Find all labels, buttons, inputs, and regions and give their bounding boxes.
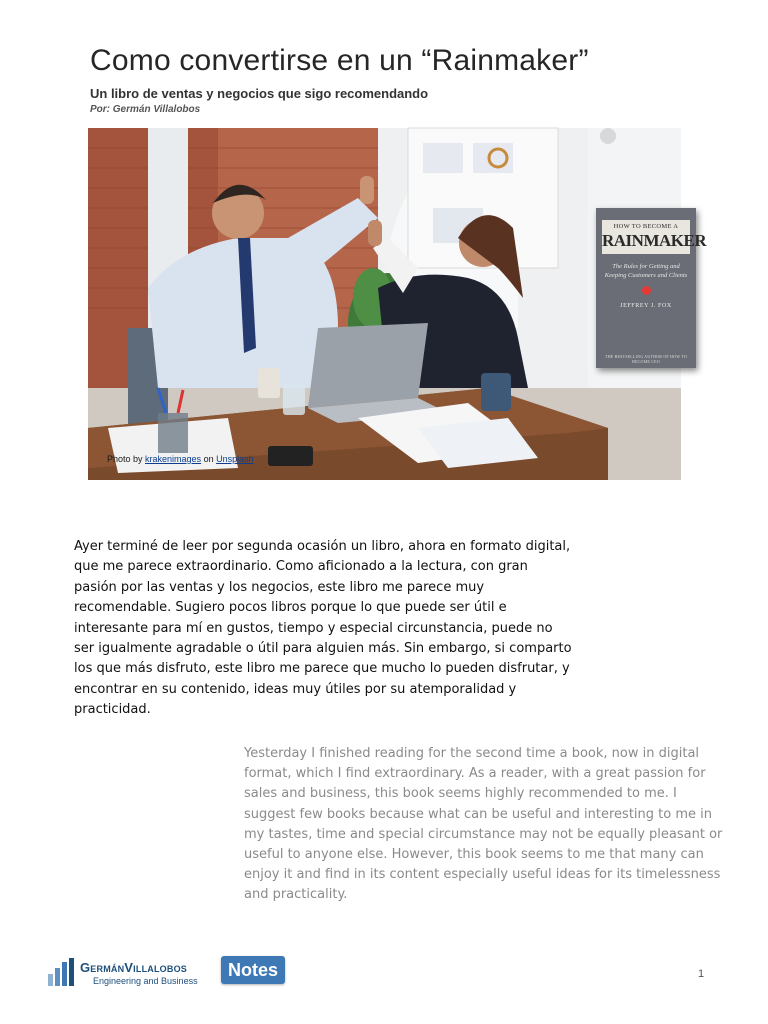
body-paragraph-spanish: Ayer terminé de leer por segunda ocasión un libro, ahora en formato digital, que me parece extraordinario. Como aficionado a la lectura, con gran pasión por las ventas y los negocios, este libro me parece muy recomendable. Sugiero pocos libros porque lo que puede ser útil e interesante para mí en gustos, tiempo y especial circunstancia, puede no ser igualmente agradable o útil para alguien más. Sin embargo, si comparto los que más disfruto, este libro me parece que mucho lo pueden disfrutar, y encontrar en su contenido, ideas muy útiles por su atemporalidad y practicidad. xyxy=(74,539,572,718)
body-paragraph-english: Yesterday I finished reading for the second time a book, now in digital format, which I find extraordinary. As a reader, with a great passion for sales and business, this book seems highly recommended to me. I suggest few books because what can be useful and interesting to me in my tastes, time and special circumstance may not be equally pleasant or useful to anyone else. However, this book seems to me that many can enjoy it and find in its content especially useful ideas for its timelessness and practicality. xyxy=(244,746,723,903)
photo-credit-site-link[interactable]: Unsplash xyxy=(216,454,254,464)
book-cover-topline: HOW TO BECOME A xyxy=(602,220,690,231)
page-subtitle: Un libro de ventas y negocios que sigo recomendando xyxy=(90,86,429,101)
book-cover-footer: THE BESTSELLING AUTHOR OF HOW TO BECOME CEO xyxy=(605,354,687,364)
header-photo xyxy=(88,128,707,480)
logo-name: GermánVillalobos xyxy=(80,960,187,975)
photo-credit-author-link[interactable]: krakenimages xyxy=(145,454,202,464)
page-title: Como convertirse en un “Rainmaker” xyxy=(90,44,589,77)
book-cover-subtitle: The Rules for Getting and Keeping Customers and Clients xyxy=(604,263,688,279)
footer-logo xyxy=(48,954,298,988)
rainmaker-book-cover xyxy=(596,208,707,368)
book-cover-author: JEFFREY J. FOX xyxy=(620,303,672,309)
logo-tagline: Engineering and Business xyxy=(93,976,198,986)
office-scene-illustration xyxy=(88,128,681,480)
logo-notes-badge: Notes xyxy=(221,956,285,984)
photo-credit xyxy=(107,454,254,464)
book-cover-title: RAINMAKER xyxy=(602,231,690,254)
author-byline: Por: Germán Villalobos xyxy=(90,104,201,115)
book-cover-seal xyxy=(642,286,651,295)
page-number: 1 xyxy=(698,968,705,980)
photo-credit-middle: on xyxy=(201,454,217,464)
photo-credit-prefix: Photo by xyxy=(107,454,146,464)
